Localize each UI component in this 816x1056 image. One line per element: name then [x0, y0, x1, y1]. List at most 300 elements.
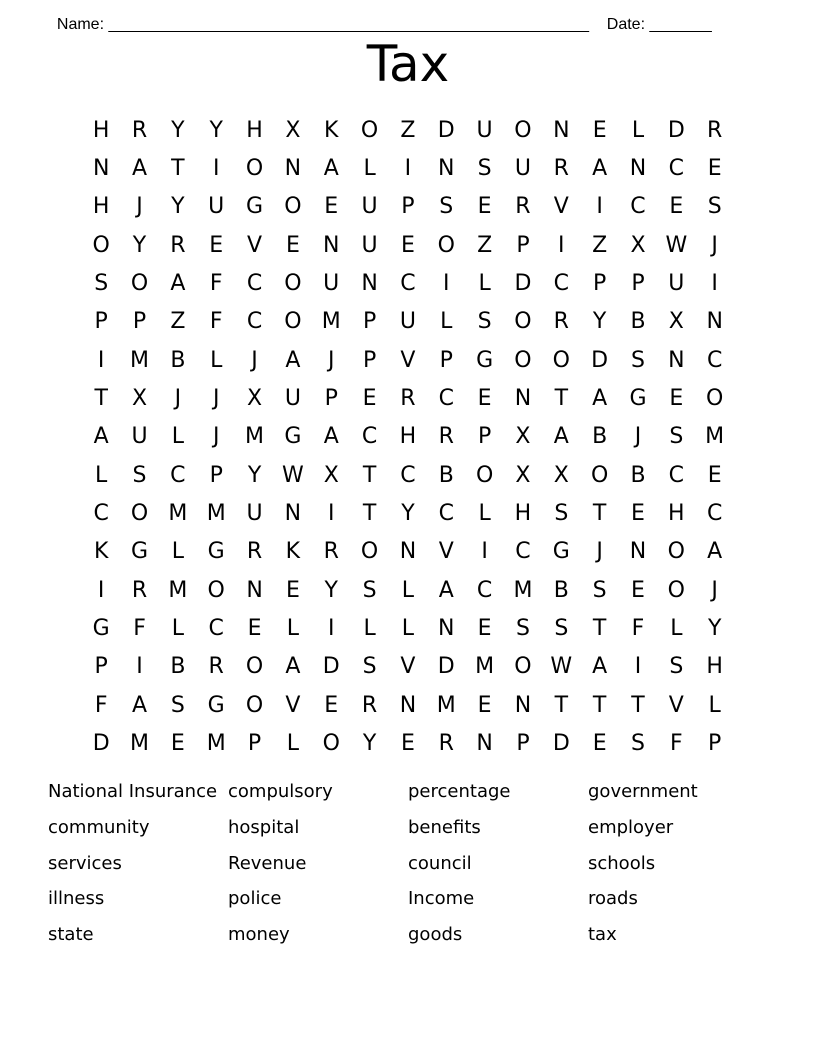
grid-cell: B: [630, 462, 646, 488]
grid-cell: V: [438, 539, 454, 565]
grid-cell: T: [362, 501, 377, 527]
grid-cell: Y: [324, 577, 338, 603]
grid-cell: D: [437, 117, 455, 143]
grid-cell: E: [669, 194, 684, 220]
grid-cell: S: [554, 616, 569, 642]
grid-cell: R: [131, 577, 148, 603]
grid-cell: N: [438, 616, 455, 642]
grid-cell: E: [477, 692, 492, 718]
grid-cell: T: [171, 156, 185, 182]
grid-cell: S: [515, 616, 530, 642]
word-list-item: money: [228, 924, 290, 946]
grid-cell: X: [247, 386, 263, 412]
grid-cell: H: [706, 654, 723, 680]
grid-cell: E: [324, 692, 339, 718]
grid-cell: P: [593, 271, 607, 297]
grid-cell: D: [667, 117, 685, 143]
grid-cell: B: [630, 309, 646, 335]
grid-cell: C: [706, 347, 723, 373]
grid-cell: C: [400, 271, 416, 297]
grid-cell: Z: [400, 117, 416, 143]
grid-cell: P: [132, 309, 147, 335]
grid-cell: P: [401, 194, 415, 220]
grid-cell: A: [707, 539, 723, 565]
grid-cell: F: [631, 616, 645, 642]
grid-cell: O: [284, 271, 302, 297]
grid-cell: S: [477, 156, 492, 182]
grid-cell: S: [362, 654, 377, 680]
grid-cell: V: [400, 347, 416, 373]
grid-cell: D: [322, 654, 340, 680]
word-list-item: community: [48, 816, 150, 838]
grid-cell: M: [475, 654, 495, 680]
grid-cell: U: [208, 194, 225, 220]
grid-cell: P: [477, 424, 492, 450]
grid-cell: L: [478, 271, 491, 297]
grid-cell: O: [130, 501, 149, 527]
grid-cell: O: [130, 271, 149, 297]
grid-cell: I: [596, 194, 603, 220]
grid-cell: B: [170, 347, 186, 373]
word-list-item: schools: [588, 852, 656, 874]
grid-cell: C: [515, 539, 531, 565]
grid-cell: R: [246, 539, 263, 565]
grid-cell: U: [323, 271, 340, 297]
word-list-item: compulsory: [228, 781, 333, 802]
grid-cell: O: [514, 309, 532, 335]
grid-cell: X: [668, 309, 684, 335]
word-list-item: government: [588, 781, 698, 802]
grid-cell: J: [327, 347, 335, 373]
grid-cell: C: [668, 462, 685, 488]
word-list-item: roads: [588, 888, 638, 910]
grid-cell: N: [668, 347, 685, 373]
grid-cell: L: [670, 616, 683, 642]
grid-cell: U: [284, 386, 301, 412]
grid-cell: E: [400, 232, 415, 258]
grid-cell: Z: [170, 309, 186, 335]
grid-cell: I: [136, 654, 143, 680]
word-list-item: illness: [48, 888, 105, 910]
grid-cell: H: [92, 194, 110, 220]
grid-cell: D: [591, 347, 609, 373]
grid-cell: N: [706, 309, 723, 335]
grid-cell: M: [513, 577, 533, 603]
grid-cell: Y: [247, 462, 262, 488]
grid-cell: E: [592, 731, 607, 757]
grid-cell: U: [399, 309, 416, 335]
word-list-item: services: [48, 852, 122, 874]
grid-cell: N: [553, 117, 570, 143]
grid-cell: Z: [592, 232, 608, 258]
grid-cell: M: [321, 309, 341, 335]
grid-cell: E: [631, 501, 645, 527]
grid-cell: A: [438, 577, 454, 603]
grid-cell: J: [596, 539, 603, 565]
grid-cell: X: [515, 462, 531, 488]
grid-cell: D: [437, 654, 455, 680]
grid-cell: H: [399, 424, 417, 450]
grid-cell: C: [706, 501, 723, 527]
grid-cell: I: [212, 156, 220, 182]
grid-cell: F: [209, 271, 223, 297]
grid-cell: C: [400, 462, 416, 488]
grid-cell: R: [707, 117, 723, 143]
grid-cell: L: [171, 424, 184, 450]
grid-cell: R: [208, 654, 224, 680]
word-list-item: Income: [408, 888, 475, 910]
grid-cell: J: [212, 424, 220, 450]
grid-cell: G: [284, 424, 302, 450]
grid-cell: V: [553, 194, 569, 220]
grid-cell: T: [94, 386, 108, 412]
grid-cell: M: [168, 577, 188, 603]
grid-cell: O: [207, 577, 225, 603]
grid-cell: T: [362, 462, 377, 488]
grid-cell: G: [629, 386, 647, 412]
grid-cell: Y: [707, 616, 722, 642]
grid-cell: W: [550, 654, 573, 680]
grid-cell: R: [553, 156, 569, 182]
grid-cell: A: [323, 156, 339, 182]
grid-cell: O: [245, 156, 264, 182]
grid-cell: E: [285, 577, 300, 603]
grid-cell: K: [324, 117, 339, 143]
grid-cell: Y: [171, 117, 185, 143]
grid-cell: E: [362, 386, 377, 412]
grid-cell: C: [438, 386, 454, 412]
grid-cell: T: [592, 501, 607, 527]
grid-cell: C: [668, 156, 685, 182]
grid-cell: A: [131, 692, 148, 718]
grid-cell: I: [558, 232, 565, 258]
word-list-item: tax: [588, 924, 617, 946]
grid-cell: P: [362, 347, 377, 373]
grid-cell: P: [209, 462, 223, 488]
grid-cell: I: [327, 616, 335, 642]
grid-cell: U: [246, 501, 263, 527]
grid-cell: A: [285, 654, 301, 680]
grid-cell: C: [553, 271, 569, 297]
grid-cell: O: [92, 232, 110, 258]
grid-cell: X: [553, 462, 569, 488]
grid-cell: E: [707, 462, 722, 488]
grid-cell: C: [246, 271, 263, 297]
grid-cell: A: [170, 271, 186, 297]
grid-cell: E: [631, 577, 645, 603]
grid-cell: L: [171, 539, 184, 565]
grid-cell: O: [284, 309, 302, 335]
grid-cell: V: [247, 232, 263, 258]
grid-cell: J: [212, 386, 220, 412]
grid-cell: I: [711, 271, 718, 297]
grid-cell: O: [322, 731, 340, 757]
grid-cell: M: [130, 731, 149, 757]
grid-cell: C: [246, 309, 263, 335]
grid-cell: L: [286, 731, 300, 757]
grid-cell: T: [554, 692, 569, 718]
grid-cell: G: [476, 347, 494, 373]
grid-cell: D: [552, 731, 570, 757]
grid-cell: P: [631, 271, 645, 297]
grid-cell: S: [132, 462, 147, 488]
grid-cell: I: [327, 501, 335, 527]
word-list-item: police: [228, 888, 282, 910]
grid-cell: L: [286, 616, 300, 642]
grid-cell: D: [92, 731, 110, 757]
grid-cell: L: [95, 462, 108, 488]
grid-cell: S: [439, 194, 454, 220]
word-list-item: percentage: [408, 781, 511, 802]
grid-cell: N: [323, 232, 340, 258]
grid-cell: N: [514, 692, 532, 718]
grid-cell: O: [245, 654, 264, 680]
grid-cell: K: [93, 539, 109, 565]
grid-cell: L: [363, 616, 376, 642]
grid-cell: N: [246, 577, 263, 603]
grid-cell: S: [669, 424, 684, 450]
grid-cell: J: [634, 424, 642, 450]
grid-cell: B: [592, 424, 608, 450]
grid-cell: Z: [477, 232, 493, 258]
grid-cell: M: [245, 424, 265, 450]
grid-cell: R: [131, 117, 148, 143]
word-list-item: benefits: [408, 816, 481, 838]
grid-cell: A: [323, 424, 339, 450]
grid-cell: X: [285, 117, 301, 143]
grid-cell: G: [130, 539, 149, 565]
grid-cell: C: [438, 501, 454, 527]
grid-cell: N: [399, 539, 417, 565]
grid-cell: S: [477, 309, 492, 335]
word-list-item: state: [48, 924, 94, 946]
grid-cell: E: [477, 194, 492, 220]
word-list-item: employer: [588, 816, 674, 838]
grid-cell: A: [592, 386, 608, 412]
grid-cell: G: [207, 539, 225, 565]
grid-cell: R: [323, 539, 339, 565]
grid-cell: L: [363, 156, 376, 182]
grid-cell: P: [439, 347, 453, 373]
grid-cell: O: [437, 232, 455, 258]
grid-cell: B: [438, 462, 454, 488]
grid-cell: Y: [171, 194, 185, 220]
grid-cell: S: [592, 577, 607, 603]
grid-cell: K: [285, 539, 301, 565]
grid-cell: L: [401, 577, 415, 603]
grid-cell: A: [93, 424, 109, 450]
grid-cell: C: [630, 194, 646, 220]
grid-cell: L: [631, 117, 645, 143]
grid-cell: X: [323, 462, 339, 488]
grid-cell: C: [476, 577, 493, 603]
grid-cell: G: [246, 194, 264, 220]
grid-cell: T: [554, 386, 569, 412]
grid-cell: Y: [209, 117, 223, 143]
date-field: Date: _______: [606, 16, 712, 33]
word-list-item: Revenue: [228, 852, 307, 874]
grid-cell: P: [94, 309, 108, 335]
grid-cell: E: [707, 156, 722, 182]
grid-cell: T: [592, 616, 607, 642]
grid-cell: D: [514, 271, 532, 297]
grid-cell: I: [634, 654, 642, 680]
grid-cell: S: [362, 577, 377, 603]
grid-cell: H: [514, 501, 532, 527]
word-list-item: hospital: [228, 816, 300, 838]
grid-cell: N: [629, 156, 647, 182]
grid-cell: X: [131, 386, 148, 412]
grid-cell: O: [284, 194, 302, 220]
grid-cell: V: [668, 692, 684, 718]
grid-cell: J: [174, 386, 182, 412]
grid-cell: Y: [401, 501, 415, 527]
grid-cell: L: [401, 616, 415, 642]
grid-cell: N: [514, 386, 532, 412]
page-title: Tax: [366, 35, 450, 93]
grid-cell: P: [94, 654, 108, 680]
grid-cell: O: [360, 539, 379, 565]
grid-cell: E: [400, 731, 415, 757]
grid-cell: F: [670, 731, 683, 757]
grid-cell: R: [170, 232, 186, 258]
grid-cell: M: [206, 731, 226, 757]
grid-cell: F: [94, 692, 108, 718]
grid-cell: J: [136, 194, 143, 220]
grid-cell: W: [282, 462, 304, 488]
grid-cell: P: [516, 232, 530, 258]
grid-cell: P: [247, 731, 262, 757]
grid-cell: R: [515, 194, 531, 220]
grid-cell: U: [514, 156, 531, 182]
grid-cell: S: [631, 731, 645, 757]
grid-cell: O: [245, 692, 264, 718]
grid-cell: F: [133, 616, 146, 642]
header: [48, 0, 712, 34]
grid-cell: M: [130, 347, 149, 373]
grid-cell: J: [251, 347, 258, 373]
grid-cell: O: [360, 117, 379, 143]
grid-cell: A: [131, 156, 148, 182]
grid-cell: L: [478, 501, 491, 527]
grid-cell: E: [209, 232, 224, 258]
grid-cell: E: [592, 117, 607, 143]
grid-cell: N: [399, 692, 417, 718]
grid-cell: I: [443, 271, 450, 297]
grid-cell: C: [361, 424, 378, 450]
grid-cell: N: [92, 156, 110, 182]
grid-cell: R: [400, 386, 416, 412]
grid-cell: U: [131, 424, 148, 450]
grid-cell: E: [324, 194, 339, 220]
grid-cell: E: [247, 616, 262, 642]
grid-cell: S: [94, 271, 109, 297]
grid-cell: I: [481, 539, 488, 565]
word-list: [48, 774, 768, 953]
grid-cell: Y: [132, 232, 147, 258]
grid-cell: S: [554, 501, 569, 527]
grid-cell: E: [285, 232, 300, 258]
letter-grid: [82, 111, 734, 763]
grid-cell: M: [168, 501, 188, 527]
grid-cell: J: [711, 577, 718, 603]
grid-cell: N: [284, 501, 302, 527]
grid-cell: O: [514, 654, 532, 680]
grid-cell: X: [515, 424, 531, 450]
grid-cell: T: [631, 692, 645, 718]
grid-cell: M: [705, 424, 725, 450]
grid-cell: E: [669, 386, 684, 412]
grid-cell: U: [361, 232, 378, 258]
word-list-item: goods: [408, 924, 463, 946]
grid-cell: X: [630, 232, 646, 258]
grid-cell: E: [477, 616, 492, 642]
grid-cell: W: [665, 232, 688, 258]
grid-cell: P: [516, 731, 530, 757]
grid-cell: G: [92, 616, 110, 642]
grid-cell: L: [708, 692, 721, 718]
grid-cell: H: [92, 117, 110, 143]
grid-cell: E: [170, 731, 185, 757]
grid-cell: N: [476, 731, 493, 757]
grid-cell: L: [210, 347, 223, 373]
grid-cell: B: [553, 577, 569, 603]
grid-cell: E: [477, 386, 492, 412]
grid-cell: V: [400, 654, 416, 680]
grid-cell: N: [629, 539, 647, 565]
grid-cell: A: [285, 347, 301, 373]
grid-cell: L: [440, 309, 453, 335]
grid-cell: O: [590, 462, 609, 488]
grid-cell: A: [553, 424, 569, 450]
grid-cell: M: [436, 692, 456, 718]
grid-cell: U: [668, 271, 685, 297]
grid-cell: P: [708, 731, 722, 757]
grid-cell: N: [438, 156, 455, 182]
grid-cell: S: [170, 692, 185, 718]
grid-cell: B: [170, 654, 186, 680]
grid-cell: N: [284, 156, 302, 182]
grid-cell: I: [404, 156, 412, 182]
grid-cell: P: [362, 309, 377, 335]
grid-cell: U: [476, 117, 493, 143]
grid-cell: S: [631, 347, 645, 373]
grid-cell: G: [207, 692, 225, 718]
grid-cell: S: [669, 654, 684, 680]
grid-cell: J: [711, 232, 718, 258]
grid-cell: A: [592, 654, 608, 680]
grid-cell: H: [246, 117, 263, 143]
grid-cell: C: [170, 462, 186, 488]
grid-cell: N: [361, 271, 378, 297]
grid-cell: V: [285, 692, 301, 718]
name-field: Name: ______________________________________________________: [56, 16, 589, 33]
grid-cell: O: [667, 539, 685, 565]
grid-cell: F: [209, 309, 223, 335]
grid-cell: S: [707, 194, 722, 220]
grid-cell: L: [171, 616, 184, 642]
grid-cell: R: [438, 731, 454, 757]
grid-cell: R: [361, 692, 378, 718]
grid-cell: A: [592, 156, 608, 182]
grid-cell: O: [475, 462, 494, 488]
grid-cell: O: [552, 347, 570, 373]
grid-cell: I: [97, 347, 105, 373]
grid-cell: O: [514, 117, 532, 143]
grid-cell: T: [592, 692, 607, 718]
grid-cell: C: [93, 501, 109, 527]
grid-cell: O: [667, 577, 685, 603]
